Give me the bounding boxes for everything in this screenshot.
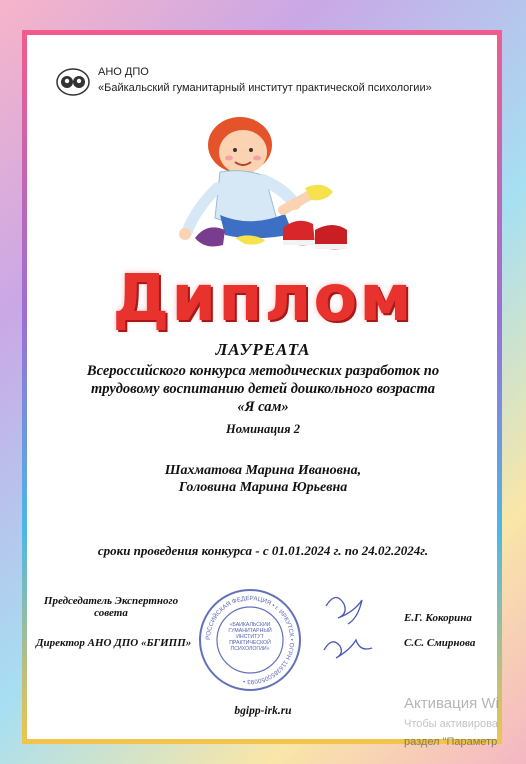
child-illustration [165, 110, 365, 260]
activation-watermark-line-2: Чтобы активирова [404, 718, 498, 730]
laureate-name-1: Шахматова Марина Ивановна, [164, 463, 362, 478]
institute-logo-icon [56, 67, 90, 97]
handwritten-signature [318, 588, 378, 668]
chair-title [36, 595, 186, 619]
nomination-label: Номинация 2 [226, 422, 300, 436]
chair-title-line-2: совета [94, 607, 128, 619]
laureate-name-2: Головина Марина Юрьевна [178, 480, 348, 495]
director-title: Директор АНО ДПО «БГИПП» [36, 637, 192, 649]
org-name-full: «Байкальский гуманитарный институт практической психологии» [98, 82, 432, 94]
website-link[interactable]: bgipp-irk.ru [234, 705, 292, 717]
official-stamp [198, 588, 302, 692]
laureate-names [40, 462, 486, 496]
contest-line-2: трудовому воспитанию детей дошкольного возраста [90, 381, 436, 397]
diploma-title: Диплом [112, 262, 414, 336]
stamp-ring-text: РОССИЙСКАЯ ФЕДЕРАЦИЯ • г. ИРКУТСК • ОГРН 1163850050093 • [204, 594, 296, 686]
laureate-label: ЛАУРЕАТА [215, 340, 311, 359]
org-name-short: АНО ДПО [98, 66, 149, 78]
activation-watermark-line-3: раздел "Параметр [404, 736, 498, 748]
contest-period: сроки проведения конкурса - с 01.01.2024 г. по 24.02.2024г. [97, 543, 429, 558]
activation-watermark-title: Активация Wi [404, 695, 499, 712]
contest-line-3: «Я сам» [237, 399, 289, 415]
stamp-center-text: «БАЙКАЛЬСКИЙ ГУМАНИТАРНЫЙ ИНСТИТУТ ПРАКТИЧЕСКОЙ ПСИХОЛОГИИ» [228, 622, 272, 652]
chair-title-line-1: Председатель Экспертного [43, 595, 179, 607]
contest-line-1: Всероссийского конкурса методических разработок по [86, 363, 440, 379]
director-name: С.С. Смирнова [404, 637, 476, 649]
chair-name: Е.Г. Кокорина [404, 612, 472, 624]
contest-description [40, 362, 486, 416]
